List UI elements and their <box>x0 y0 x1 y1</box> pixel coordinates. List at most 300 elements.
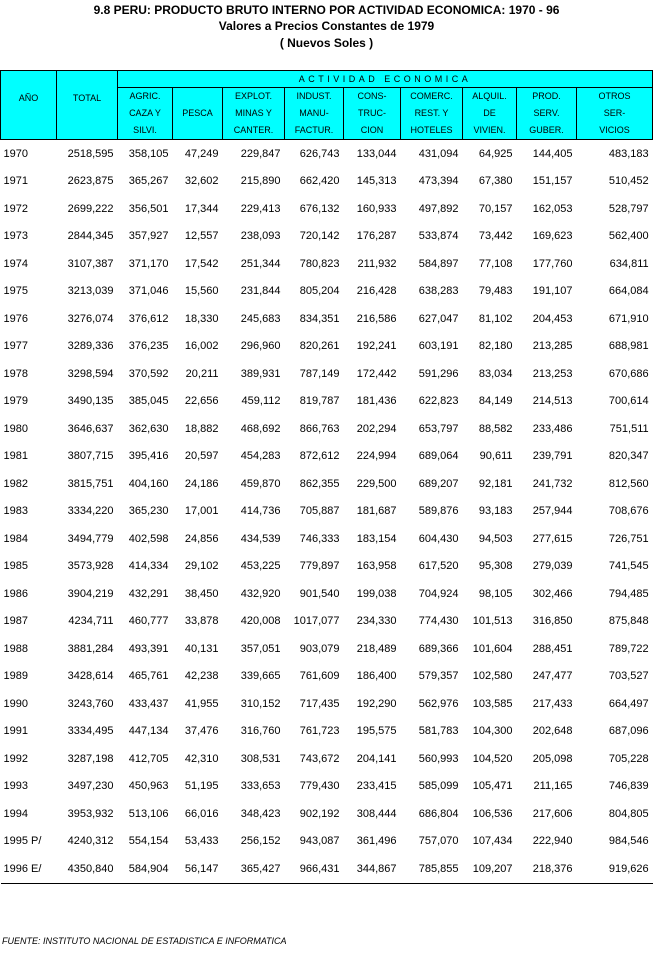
sector-header-line: HOTELES <box>410 125 453 135</box>
value-cell: 468,692 <box>240 422 281 435</box>
year-cell: 1990 <box>3 697 28 710</box>
value-cell: 81,102 <box>478 312 513 325</box>
value-cell: 333,653 <box>240 780 281 793</box>
year-cell: 1979 <box>3 395 28 408</box>
value-cell: 104,520 <box>472 752 513 765</box>
value-cell: 414,736 <box>240 505 281 518</box>
value-cell: 181,687 <box>356 505 397 518</box>
gdp-table <box>0 70 653 884</box>
year-cell: 1976 <box>3 312 28 325</box>
value-cell: 2699,222 <box>67 202 114 215</box>
sector-column-header <box>173 88 223 140</box>
value-cell: 82,180 <box>478 340 513 353</box>
value-cell: 94,503 <box>478 532 513 545</box>
value-cell: 102,580 <box>472 670 513 683</box>
value-cell: 348,423 <box>240 807 281 820</box>
sector-header-line: OTROS <box>598 91 631 101</box>
value-cell: 151,157 <box>532 175 573 188</box>
table-row <box>1 608 653 636</box>
value-cell: 465,761 <box>128 670 169 683</box>
sector-column-header <box>344 88 401 140</box>
value-cell: 459,112 <box>241 395 281 408</box>
sector-header-line: SILVI. <box>133 125 157 135</box>
value-cell: 365,427 <box>223 855 285 883</box>
value-cell: 3243,760 <box>67 697 114 710</box>
sector-header-line: GUBER. <box>529 125 564 135</box>
value-cell: 316,760 <box>240 725 281 738</box>
value-cell: 224,994 <box>356 450 397 463</box>
value-cell: 703,527 <box>608 670 649 683</box>
value-cell: 229,413 <box>240 202 281 215</box>
value-cell: 717,435 <box>299 697 340 710</box>
year-cell: 1992 <box>3 752 28 765</box>
value-cell: 365,230 <box>128 505 169 518</box>
value-cell: 239,791 <box>532 450 573 463</box>
value-cell: 603,191 <box>418 340 459 353</box>
value-cell: 805,204 <box>299 285 340 298</box>
value-cell: 256,152 <box>240 835 281 848</box>
value-cell: 195,575 <box>356 725 397 738</box>
value-cell: 746,839 <box>608 780 649 793</box>
table-row <box>1 168 653 196</box>
year-cell: 1984 <box>3 532 28 545</box>
value-cell: 402,598 <box>128 532 169 545</box>
value-cell: 361,496 <box>356 835 397 848</box>
year-cell: 1977 <box>3 340 28 353</box>
value-cell: 3881,284 <box>67 642 114 655</box>
value-cell: 984,546 <box>608 835 649 848</box>
year-cell: 1993 <box>3 780 28 793</box>
value-cell: 2518,595 <box>67 147 114 160</box>
value-cell: 92,181 <box>478 477 513 490</box>
value-cell: 3334,495 <box>67 725 114 738</box>
value-cell: 705,228 <box>608 752 649 765</box>
value-cell: 279,039 <box>532 560 573 573</box>
value-cell: 705,887 <box>299 505 340 518</box>
table-row <box>1 443 653 471</box>
value-cell: 362,630 <box>128 422 169 435</box>
value-cell: 434,539 <box>240 532 281 545</box>
sector-column-header <box>401 88 463 140</box>
value-cell: 214,513 <box>532 395 573 408</box>
value-cell: 101,604 <box>472 642 513 655</box>
value-cell: 872,612 <box>299 450 340 463</box>
value-cell: 176,287 <box>356 230 397 243</box>
value-cell: 133,044 <box>356 147 397 160</box>
table-row <box>1 388 653 416</box>
value-cell: 3289,336 <box>67 340 114 353</box>
value-cell: 554,154 <box>128 835 169 848</box>
table-row <box>1 470 653 498</box>
value-cell: 3490,135 <box>67 395 114 408</box>
value-cell: 746,333 <box>299 532 340 545</box>
sector-header-line: MANU- <box>299 108 329 118</box>
value-cell: 251,344 <box>240 257 281 270</box>
value-cell: 420,008 <box>240 615 281 628</box>
value-cell: 213,285 <box>532 340 573 353</box>
value-cell: 211,165 <box>533 780 573 793</box>
value-cell: 3573,928 <box>67 560 114 573</box>
value-cell: 202,294 <box>356 422 397 435</box>
value-cell: 638,283 <box>418 285 459 298</box>
value-cell: 98,105 <box>478 587 513 600</box>
value-cell: 404,160 <box>128 477 169 490</box>
value-cell: 757,070 <box>418 835 459 848</box>
value-cell: 585,099 <box>418 780 459 793</box>
value-cell: 16,002 <box>184 340 219 353</box>
value-cell: 310,152 <box>240 697 281 710</box>
year-cell: 1985 <box>3 560 28 573</box>
value-cell: 22,656 <box>184 395 219 408</box>
value-cell: 3494,779 <box>67 532 114 545</box>
value-cell: 191,107 <box>532 285 573 298</box>
value-cell: 277,615 <box>532 532 573 545</box>
value-cell: 296,960 <box>240 340 281 353</box>
value-cell: 109,207 <box>463 855 517 883</box>
value-cell: 229,500 <box>356 477 397 490</box>
value-cell: 24,186 <box>184 477 219 490</box>
value-cell: 584,904 <box>118 855 173 883</box>
value-cell: 819,787 <box>299 395 340 408</box>
value-cell: 513,106 <box>128 807 169 820</box>
value-cell: 202,648 <box>532 725 573 738</box>
value-cell: 497,892 <box>418 202 459 215</box>
title-line-2: Valores a Precios Constantes de 1979 <box>218 19 435 33</box>
value-cell: 671,910 <box>608 312 649 325</box>
value-cell: 562,400 <box>608 230 649 243</box>
value-cell: 751,511 <box>609 422 649 435</box>
value-cell: 812,560 <box>608 477 649 490</box>
sector-header-line: PROD. <box>532 91 561 101</box>
year-cell: 1975 <box>3 285 28 298</box>
sector-header-line: COMERC. <box>410 91 453 101</box>
sector-header-line: TRUC- <box>358 108 386 118</box>
value-cell: 708,676 <box>608 505 649 518</box>
sector-header-line: FACTUR. <box>294 125 334 135</box>
value-cell: 3298,594 <box>67 367 114 380</box>
value-cell: 172,442 <box>356 367 397 380</box>
value-cell: 217,606 <box>532 807 573 820</box>
value-cell: 493,391 <box>128 642 169 655</box>
value-cell: 584,897 <box>418 257 459 270</box>
value-cell: 183,154 <box>356 532 397 545</box>
value-cell: 365,267 <box>128 175 169 188</box>
value-cell: 229,847 <box>240 147 281 160</box>
value-cell: 376,235 <box>128 340 169 353</box>
value-cell: 163,958 <box>356 560 397 573</box>
year-cell: 1971 <box>3 175 28 188</box>
sector-column-header <box>517 88 577 140</box>
value-cell: 56,147 <box>173 855 223 883</box>
table-row <box>1 828 653 856</box>
value-cell: 794,485 <box>608 587 649 600</box>
table-row <box>1 663 653 691</box>
value-cell: 205,098 <box>532 752 573 765</box>
year-cell: 1978 <box>3 367 28 380</box>
value-cell: 199,038 <box>356 587 397 600</box>
value-cell: 70,157 <box>478 202 513 215</box>
value-cell: 33,878 <box>184 615 219 628</box>
value-cell: 804,805 <box>608 807 649 820</box>
value-cell: 181,436 <box>356 395 397 408</box>
value-cell: 562,976 <box>418 697 459 710</box>
value-cell: 3428,614 <box>67 670 114 683</box>
value-cell: 233,486 <box>532 422 573 435</box>
value-cell: 662,420 <box>299 175 340 188</box>
value-cell: 370,592 <box>128 367 169 380</box>
value-cell: 589,876 <box>418 505 459 518</box>
title-line-3: ( Nuevos Soles ) <box>279 36 374 50</box>
value-cell: 862,355 <box>299 477 340 490</box>
value-cell: 245,683 <box>240 312 281 325</box>
value-cell: 866,763 <box>299 422 340 435</box>
value-cell: 64,925 <box>478 147 513 160</box>
year-cell: 1986 <box>3 587 28 600</box>
year-cell: 1989 <box>3 670 28 683</box>
value-cell: 447,134 <box>128 725 169 738</box>
value-cell: 432,291 <box>128 587 169 600</box>
sector-header-line: DE <box>483 108 496 118</box>
value-cell: 41,955 <box>184 697 219 710</box>
table-row <box>1 580 653 608</box>
table-row <box>1 195 653 223</box>
value-cell: 107,434 <box>472 835 513 848</box>
value-cell: 231,844 <box>240 285 281 298</box>
value-cell: 204,453 <box>532 312 573 325</box>
value-cell: 53,433 <box>184 835 219 848</box>
value-cell: 450,963 <box>128 780 169 793</box>
value-cell: 73,442 <box>478 230 513 243</box>
value-cell: 670,686 <box>608 367 649 380</box>
table-row <box>1 498 653 526</box>
value-cell: 385,045 <box>128 395 169 408</box>
sector-header-line: CAZA Y <box>129 108 161 118</box>
value-cell: 162,053 <box>532 202 573 215</box>
value-cell: 24,856 <box>184 532 219 545</box>
table-row <box>1 745 653 773</box>
sector-header-line: REST. Y <box>414 108 449 118</box>
value-cell: 238,093 <box>240 230 281 243</box>
value-cell: 664,084 <box>608 285 649 298</box>
value-cell: 42,238 <box>184 670 219 683</box>
value-cell: 358,105 <box>128 147 169 160</box>
value-cell: 689,207 <box>418 477 459 490</box>
table-row <box>1 360 653 388</box>
value-cell: 653,797 <box>418 422 459 435</box>
value-cell: 29,102 <box>184 560 219 573</box>
value-cell: 779,430 <box>299 780 340 793</box>
value-cell: 15,560 <box>184 285 219 298</box>
sector-header-line: VICIOS <box>599 125 630 135</box>
value-cell: 376,612 <box>128 312 169 325</box>
value-cell: 38,450 <box>184 587 219 600</box>
value-cell: 356,501 <box>128 202 169 215</box>
value-cell: 4240,312 <box>67 835 114 848</box>
value-cell: 460,777 <box>128 615 169 628</box>
value-cell: 3815,751 <box>67 477 114 490</box>
value-cell: 459,870 <box>240 477 281 490</box>
value-cell: 591,296 <box>418 367 459 380</box>
table-row <box>1 140 653 168</box>
value-cell: 3497,230 <box>67 780 114 793</box>
value-cell: 901,540 <box>299 587 340 600</box>
value-cell: 741,545 <box>608 560 649 573</box>
value-cell: 453,225 <box>240 560 281 573</box>
value-cell: 17,001 <box>184 505 219 518</box>
value-cell: 528,797 <box>608 202 649 215</box>
sector-header-line: CONS- <box>357 91 387 101</box>
value-cell: 389,931 <box>240 367 281 380</box>
value-cell: 357,927 <box>128 230 169 243</box>
value-cell: 604,430 <box>418 532 459 545</box>
value-cell: 218,376 <box>517 855 577 883</box>
value-cell: 42,310 <box>184 752 219 765</box>
value-cell: 216,586 <box>356 312 397 325</box>
value-cell: 3807,715 <box>67 450 114 463</box>
year-cell: 1982 <box>3 477 28 490</box>
value-cell: 66,016 <box>184 807 219 820</box>
value-cell: 83,034 <box>478 367 513 380</box>
value-cell: 144,405 <box>532 147 573 160</box>
value-cell: 902,192 <box>299 807 340 820</box>
value-cell: 3213,039 <box>67 285 114 298</box>
value-cell: 12,557 <box>184 230 219 243</box>
value-cell: 257,944 <box>532 505 573 518</box>
value-cell: 215,890 <box>240 175 281 188</box>
table-row <box>1 223 653 251</box>
value-cell: 3334,220 <box>67 505 114 518</box>
table-row <box>1 718 653 746</box>
table-row <box>1 855 653 883</box>
source-note: FUENTE: INSTITUTO NACIONAL DE ESTADISTICA E INFORMATICA <box>2 936 287 946</box>
value-cell: 371,170 <box>128 257 169 270</box>
table-row <box>1 690 653 718</box>
value-cell: 579,357 <box>418 670 459 683</box>
value-cell: 95,308 <box>478 560 513 573</box>
value-cell: 720,142 <box>299 230 340 243</box>
value-cell: 169,623 <box>532 230 573 243</box>
value-cell: 211,932 <box>357 257 397 270</box>
value-cell: 84,149 <box>478 395 513 408</box>
value-cell: 412,705 <box>128 752 169 765</box>
sector-header-line: ALQUIL. <box>472 91 507 101</box>
value-cell: 473,394 <box>418 175 459 188</box>
value-cell: 222,940 <box>532 835 573 848</box>
value-cell: 3107,387 <box>67 257 114 270</box>
table-row <box>1 800 653 828</box>
sector-header-line: VIVIEN. <box>473 125 506 135</box>
value-cell: 51,195 <box>184 780 219 793</box>
value-cell: 234,330 <box>356 615 397 628</box>
year-cell: 1974 <box>3 257 28 270</box>
value-cell: 761,609 <box>299 670 340 683</box>
value-cell: 627,047 <box>418 312 459 325</box>
value-cell: 688,981 <box>608 340 649 353</box>
value-cell: 192,241 <box>356 340 397 353</box>
value-cell: 67,380 <box>478 175 513 188</box>
value-cell: 247,477 <box>532 670 573 683</box>
value-cell: 18,330 <box>184 312 219 325</box>
value-cell: 192,290 <box>356 697 397 710</box>
value-cell: 687,096 <box>608 725 649 738</box>
value-cell: 213,253 <box>532 367 573 380</box>
value-cell: 288,451 <box>532 642 573 655</box>
sector-header-line: CION <box>360 125 384 135</box>
value-cell: 106,536 <box>472 807 513 820</box>
sector-header-line: SER- <box>603 108 626 118</box>
value-cell: 103,585 <box>472 697 513 710</box>
value-cell: 943,087 <box>299 835 340 848</box>
value-cell: 966,431 <box>285 855 344 883</box>
table-row <box>1 525 653 553</box>
value-cell: 820,261 <box>299 340 340 353</box>
value-cell: 3904,219 <box>67 587 114 600</box>
value-cell: 204,141 <box>356 752 397 765</box>
value-cell: 676,132 <box>299 202 340 215</box>
value-cell: 18,882 <box>184 422 219 435</box>
value-cell: 77,108 <box>478 257 513 270</box>
value-cell: 3276,074 <box>67 312 114 325</box>
value-cell: 414,334 <box>128 560 169 573</box>
table-row <box>1 773 653 801</box>
value-cell: 774,430 <box>418 615 459 628</box>
year-cell: 1994 <box>3 807 28 820</box>
value-cell: 622,823 <box>418 395 459 408</box>
value-cell: 2844,345 <box>67 230 114 243</box>
value-cell: 726,751 <box>608 532 649 545</box>
value-cell: 454,283 <box>240 450 281 463</box>
value-cell: 700,614 <box>608 395 649 408</box>
value-cell: 787,149 <box>299 367 340 380</box>
value-cell: 344,867 <box>344 855 401 883</box>
value-cell: 779,897 <box>299 560 340 573</box>
value-cell: 101,513 <box>472 615 513 628</box>
value-cell: 17,542 <box>184 257 219 270</box>
year-cell: 1980 <box>3 422 28 435</box>
table-row <box>1 553 653 581</box>
table-row <box>1 635 653 663</box>
value-cell: 37,476 <box>184 725 219 738</box>
sector-column-header <box>285 88 344 140</box>
value-cell: 316,850 <box>532 615 573 628</box>
sector-header-line: AGRIC. <box>129 91 161 101</box>
table-row <box>1 278 653 306</box>
value-cell: 79,483 <box>478 285 513 298</box>
value-cell: 689,366 <box>418 642 459 655</box>
value-cell: 510,452 <box>608 175 649 188</box>
value-cell: 634,811 <box>609 257 649 270</box>
value-cell: 308,531 <box>240 752 281 765</box>
year-cell: 1981 <box>3 450 28 463</box>
value-cell: 2623,875 <box>67 175 114 188</box>
value-cell: 820,347 <box>608 450 649 463</box>
value-cell: 105,471 <box>472 780 513 793</box>
value-cell: 357,051 <box>240 642 281 655</box>
table-row <box>1 415 653 443</box>
table-row <box>1 333 653 361</box>
table-row <box>1 305 653 333</box>
value-cell: 4350,840 <box>57 855 118 883</box>
value-cell: 743,672 <box>299 752 340 765</box>
economic-activity-header: ACTIVIDAD ECONOMICA <box>118 71 653 88</box>
value-cell: 780,823 <box>299 257 340 270</box>
value-cell: 875,848 <box>608 615 649 628</box>
sector-column-header <box>118 88 173 140</box>
value-cell: 1017,077 <box>293 615 340 628</box>
value-cell: 88,582 <box>478 422 513 435</box>
year-cell: 1973 <box>3 230 28 243</box>
year-cell: 1996 E/ <box>1 855 57 883</box>
